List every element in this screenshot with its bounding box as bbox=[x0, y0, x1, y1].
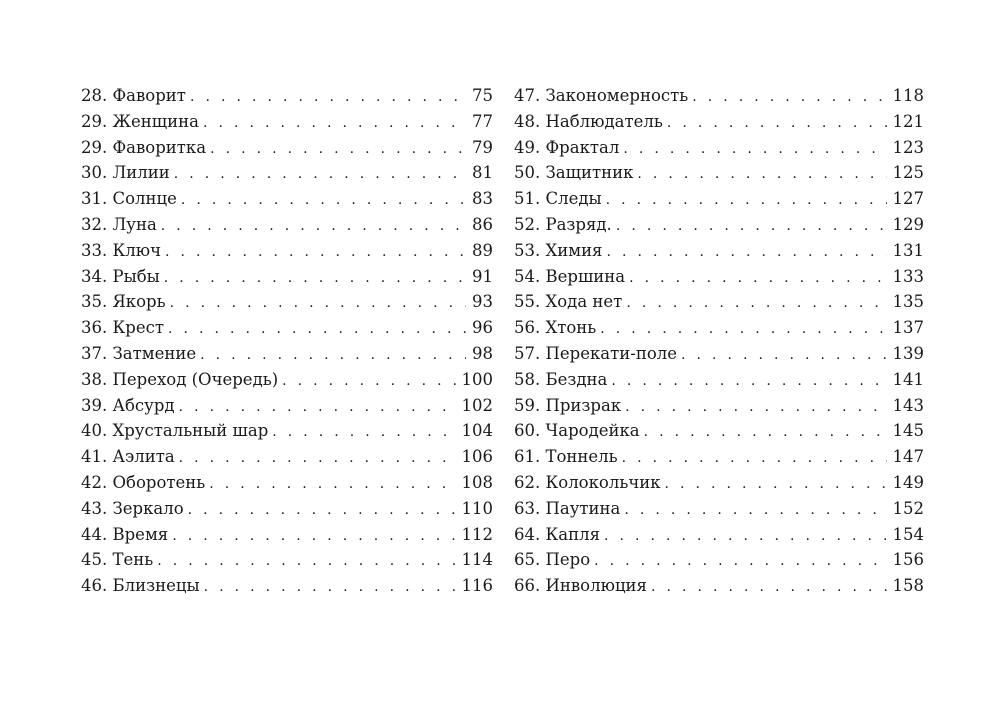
dot-leader bbox=[204, 575, 456, 601]
dot-leader bbox=[168, 317, 466, 343]
toc-entry bbox=[514, 522, 924, 548]
dot-leader bbox=[644, 420, 887, 446]
toc-entry-page: 114 bbox=[461, 550, 493, 570]
toc-entry-page: 81 bbox=[472, 163, 493, 183]
dot-leader bbox=[200, 343, 466, 369]
toc-entry-title: 47. Закономерность bbox=[514, 86, 689, 105]
toc-entry-title: 46. Близнецы bbox=[81, 576, 200, 596]
toc-entry-page: 129 bbox=[892, 214, 924, 234]
toc-entry-page: 137 bbox=[892, 318, 924, 338]
toc-entry bbox=[514, 83, 924, 109]
dot-leader bbox=[157, 549, 455, 575]
dot-leader bbox=[629, 266, 886, 292]
toc-entry bbox=[514, 547, 924, 573]
dot-leader bbox=[188, 498, 456, 524]
toc-entry-page: 79 bbox=[472, 137, 493, 157]
dot-leader bbox=[616, 214, 887, 240]
toc-entry-title: 28. Фаворит bbox=[81, 86, 186, 105]
dot-leader bbox=[179, 446, 456, 472]
toc-entry-page: 77 bbox=[472, 111, 493, 131]
toc-entry-title: 30. Лилии bbox=[81, 163, 170, 183]
toc-entry-title: 48. Наблюдатель bbox=[514, 111, 663, 131]
toc-entry bbox=[81, 418, 493, 444]
toc-entry bbox=[514, 212, 924, 238]
toc-entry-title: 43. Зеркало bbox=[81, 498, 184, 518]
toc-entry-page: 154 bbox=[892, 524, 924, 544]
dot-leader bbox=[651, 575, 887, 601]
toc-column-right bbox=[514, 83, 924, 599]
toc-entry bbox=[81, 341, 493, 367]
toc-entry-title: 64. Капля bbox=[514, 524, 600, 544]
toc-entry-title: 59. Призрак bbox=[514, 395, 622, 415]
toc-entry-title: 34. Рыбы bbox=[81, 266, 160, 286]
toc-entry-page: 149 bbox=[892, 472, 924, 492]
toc-entry-page: 145 bbox=[892, 421, 924, 441]
toc-entry bbox=[81, 522, 493, 548]
toc-entry-title: 51. Следы bbox=[514, 189, 602, 209]
dot-leader bbox=[611, 369, 886, 395]
dot-leader bbox=[600, 317, 886, 343]
toc-entry bbox=[81, 83, 493, 109]
toc-entry-page: 147 bbox=[892, 447, 924, 467]
toc-entry bbox=[81, 367, 493, 393]
toc-entry bbox=[514, 160, 924, 186]
toc-entry bbox=[514, 109, 924, 135]
toc-entry-title: 38. Переход (Очередь) bbox=[81, 369, 279, 389]
toc-entry-page: 86 bbox=[472, 214, 493, 234]
toc-entry-page: 91 bbox=[472, 266, 493, 286]
toc-entry-page: 127 bbox=[892, 189, 924, 209]
toc-entry-page: 98 bbox=[472, 343, 493, 363]
toc-entry-title: 44. Время bbox=[81, 524, 169, 544]
toc-entry-title: 57. Перекати-поле bbox=[514, 343, 677, 363]
dot-leader bbox=[624, 498, 886, 524]
toc-entry bbox=[514, 186, 924, 212]
toc-entry bbox=[81, 315, 493, 341]
toc-entry-title: 45. Тень bbox=[81, 550, 154, 570]
toc-entry-page: 93 bbox=[472, 292, 493, 312]
toc-entry-title: 29. Фаворитка bbox=[81, 137, 207, 157]
toc-entry-title: 41. Аэлита bbox=[81, 447, 175, 467]
dot-leader bbox=[165, 240, 466, 266]
toc-entry-page: 108 bbox=[461, 472, 493, 492]
dot-leader bbox=[606, 240, 886, 266]
dot-leader bbox=[665, 472, 887, 498]
dot-leader bbox=[606, 188, 887, 214]
toc-entry-page: 135 bbox=[892, 292, 924, 312]
toc-entry-title: 58. Бездна bbox=[514, 369, 608, 389]
dot-leader bbox=[172, 524, 455, 550]
toc-entry-title: 37. Затмение bbox=[81, 343, 197, 363]
dot-leader bbox=[209, 472, 455, 498]
toc-entry-title: 56. Хтонь bbox=[514, 318, 597, 338]
dot-leader bbox=[190, 85, 466, 111]
toc-entry bbox=[514, 289, 924, 315]
toc-entry-page: 75 bbox=[472, 86, 493, 105]
toc-entry-title: 33. Ключ bbox=[81, 240, 162, 260]
dot-leader bbox=[210, 137, 466, 163]
toc-entry-page: 143 bbox=[892, 395, 924, 415]
toc-entry bbox=[81, 238, 493, 264]
toc-entry-page: 110 bbox=[461, 498, 493, 518]
toc-entry-page: 133 bbox=[892, 266, 924, 286]
toc-entry-title: 52. Разряд. bbox=[514, 214, 612, 234]
toc-entry bbox=[81, 393, 493, 419]
toc-entry-page: 131 bbox=[892, 240, 924, 260]
dot-leader bbox=[282, 369, 455, 395]
toc-entry-title: 42. Оборотень bbox=[81, 472, 206, 492]
dot-leader bbox=[626, 291, 886, 317]
toc-entry-page: 102 bbox=[461, 395, 493, 415]
toc-entry-page: 83 bbox=[472, 189, 493, 209]
toc-entry-page: 104 bbox=[461, 421, 493, 441]
toc-entry bbox=[81, 547, 493, 573]
dot-leader bbox=[174, 162, 466, 188]
toc-entry-title: 49. Фрактал bbox=[514, 137, 620, 157]
toc-entry bbox=[514, 470, 924, 496]
toc-entry-page: 96 bbox=[472, 318, 493, 338]
toc-entry bbox=[514, 341, 924, 367]
dot-leader bbox=[272, 420, 455, 446]
dot-leader bbox=[622, 446, 887, 472]
toc-entry-title: 35. Якорь bbox=[81, 292, 166, 312]
toc-entry bbox=[81, 186, 493, 212]
toc-entry-title: 60. Чародейка bbox=[514, 421, 640, 441]
toc-entry-page: 139 bbox=[892, 343, 924, 363]
toc-entry-title: 66. Инволюция bbox=[514, 576, 647, 596]
toc-entry-title: 40. Хрустальный шар bbox=[81, 421, 269, 441]
toc-entry bbox=[81, 109, 493, 135]
toc-entry-title: 63. Паутина bbox=[514, 498, 621, 518]
toc-entry bbox=[81, 573, 493, 599]
dot-leader bbox=[604, 524, 887, 550]
toc-entry-page: 152 bbox=[892, 498, 924, 518]
toc-entry bbox=[514, 393, 924, 419]
toc-entry bbox=[514, 135, 924, 161]
toc-entry-page: 118 bbox=[892, 86, 924, 105]
dot-leader bbox=[623, 137, 886, 163]
dot-leader bbox=[692, 85, 886, 111]
toc-entry bbox=[81, 212, 493, 238]
toc-entry-title: 61. Тоннель bbox=[514, 447, 618, 467]
toc-column-left bbox=[81, 83, 493, 599]
toc-entry bbox=[81, 264, 493, 290]
toc-entry-title: 62. Колокольчик bbox=[514, 472, 661, 492]
toc-entry bbox=[514, 573, 924, 599]
toc-entry-title: 36. Крест bbox=[81, 318, 164, 338]
dot-leader bbox=[170, 291, 466, 317]
toc-entry bbox=[514, 315, 924, 341]
toc-entry bbox=[81, 160, 493, 186]
toc-entry-page: 100 bbox=[461, 369, 493, 389]
dot-leader bbox=[164, 266, 466, 292]
toc-entry-title: 50. Защитник bbox=[514, 163, 634, 183]
toc-entry-title: 55. Хода нет bbox=[514, 292, 623, 312]
toc-entry-page: 89 bbox=[472, 240, 493, 260]
toc-entry-page: 158 bbox=[892, 576, 924, 596]
dot-leader bbox=[594, 549, 886, 575]
dot-leader bbox=[667, 111, 887, 137]
toc-entry-title: 53. Химия bbox=[514, 240, 603, 260]
toc-entry-title: 32. Луна bbox=[81, 214, 157, 234]
dot-leader bbox=[625, 395, 886, 421]
toc-entry bbox=[81, 135, 493, 161]
toc-entry-page: 141 bbox=[892, 369, 924, 389]
dot-leader bbox=[181, 188, 466, 214]
toc-entry-title: 54. Вершина bbox=[514, 266, 626, 286]
dot-leader bbox=[179, 395, 456, 421]
toc-entry bbox=[81, 444, 493, 470]
toc-entry-page: 121 bbox=[892, 111, 924, 131]
toc-entry bbox=[514, 264, 924, 290]
toc-entry bbox=[514, 238, 924, 264]
dot-leader bbox=[203, 111, 466, 137]
toc-entry-page: 123 bbox=[892, 137, 924, 157]
toc-entry bbox=[81, 289, 493, 315]
toc-entry-page: 112 bbox=[461, 524, 493, 544]
toc-entry-page: 106 bbox=[461, 447, 493, 467]
toc-entry-title: 31. Солнце bbox=[81, 189, 177, 209]
toc-entry-title: 39. Абсурд bbox=[81, 395, 175, 415]
toc-entry-page: 125 bbox=[892, 163, 924, 183]
toc-entry bbox=[514, 444, 924, 470]
toc-entry bbox=[514, 418, 924, 444]
dot-leader bbox=[681, 343, 887, 369]
toc-entry bbox=[514, 367, 924, 393]
toc-entry-page: 116 bbox=[461, 576, 493, 596]
toc-entry-title: 65. Перо bbox=[514, 550, 591, 570]
toc-entry-page: 156 bbox=[892, 550, 924, 570]
dot-leader bbox=[637, 162, 886, 188]
toc-entry-title: 29. Женщина bbox=[81, 111, 199, 131]
toc-entry bbox=[81, 470, 493, 496]
dot-leader bbox=[161, 214, 466, 240]
toc-entry bbox=[81, 496, 493, 522]
toc-entry bbox=[514, 496, 924, 522]
